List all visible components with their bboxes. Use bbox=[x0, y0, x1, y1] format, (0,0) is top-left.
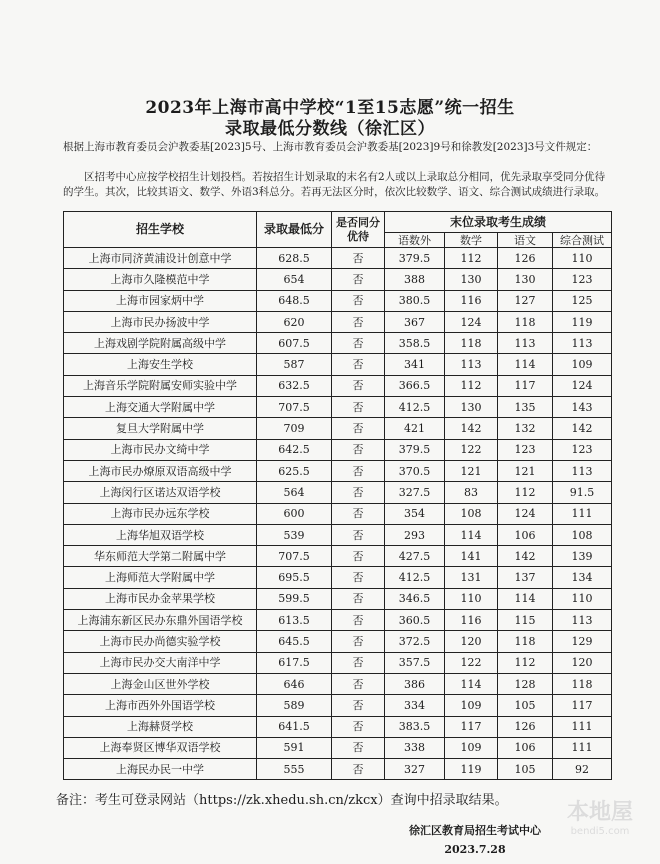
school-name: 上海市民办交大南洋中学 bbox=[64, 652, 257, 673]
score-yushuwai: 367 bbox=[385, 311, 445, 332]
priority-flag: 否 bbox=[332, 354, 385, 375]
min-score: 645.5 bbox=[257, 631, 332, 652]
min-score: 591 bbox=[257, 737, 332, 758]
score-chinese: 128 bbox=[498, 673, 553, 694]
score-chinese: 106 bbox=[498, 737, 553, 758]
school-name: 复旦大学附属中学 bbox=[64, 418, 257, 439]
priority-flag: 否 bbox=[332, 375, 385, 396]
table-row bbox=[64, 311, 612, 332]
score-math: 122 bbox=[445, 652, 498, 673]
school-name: 上海安生学校 bbox=[64, 354, 257, 375]
score-math: 114 bbox=[445, 524, 498, 545]
score-chinese: 126 bbox=[498, 248, 553, 269]
table-row bbox=[64, 439, 612, 460]
min-score: 707.5 bbox=[257, 397, 332, 418]
score-chinese: 121 bbox=[498, 460, 553, 481]
score-comprehensive: 113 bbox=[553, 333, 612, 354]
score-comprehensive: 92 bbox=[553, 759, 612, 780]
score-math: 130 bbox=[445, 397, 498, 418]
score-comprehensive: 117 bbox=[553, 695, 612, 716]
table-row bbox=[64, 397, 612, 418]
score-yushuwai: 427.5 bbox=[385, 546, 445, 567]
score-yushuwai: 370.5 bbox=[385, 460, 445, 481]
intro-paragraph-2: 区招考中心应按学校招生计划投档。若按招生计划录取的末名有2人或以上录取总分相同，优先录取享受同分优待的学生。其次，比较其语文、数学、外语3科总分。若再无法区分时，依次比较数学、语文、综合测试成绩进行录取。 bbox=[63, 171, 606, 198]
score-chinese: 135 bbox=[498, 397, 553, 418]
min-score: 589 bbox=[257, 695, 332, 716]
score-chinese: 124 bbox=[498, 503, 553, 524]
header-school: 招生学校 bbox=[64, 212, 257, 248]
min-score: 632.5 bbox=[257, 375, 332, 396]
score-comprehensive: 129 bbox=[553, 631, 612, 652]
score-comprehensive: 143 bbox=[553, 397, 612, 418]
priority-flag: 否 bbox=[332, 673, 385, 694]
score-comprehensive: 91.5 bbox=[553, 482, 612, 503]
score-yushuwai: 341 bbox=[385, 354, 445, 375]
score-yushuwai: 386 bbox=[385, 673, 445, 694]
score-math: 116 bbox=[445, 610, 498, 631]
watermark-cn: 本地屋 bbox=[566, 800, 633, 825]
priority-flag: 否 bbox=[332, 311, 385, 332]
score-chinese: 118 bbox=[498, 311, 553, 332]
issuing-organization: 徐汇区教育局招生考试中心 bbox=[409, 824, 541, 837]
table-row bbox=[64, 652, 612, 673]
score-yushuwai: 379.5 bbox=[385, 439, 445, 460]
score-chinese: 114 bbox=[498, 588, 553, 609]
priority-flag: 否 bbox=[332, 269, 385, 290]
score-comprehensive: 125 bbox=[553, 290, 612, 311]
priority-flag: 否 bbox=[332, 397, 385, 418]
score-math: 121 bbox=[445, 460, 498, 481]
score-comprehensive: 110 bbox=[553, 248, 612, 269]
score-yushuwai: 383.5 bbox=[385, 716, 445, 737]
score-math: 118 bbox=[445, 333, 498, 354]
priority-flag: 否 bbox=[332, 588, 385, 609]
score-comprehensive: 113 bbox=[553, 610, 612, 631]
score-chinese: 126 bbox=[498, 716, 553, 737]
score-comprehensive: 109 bbox=[553, 354, 612, 375]
score-yushuwai: 379.5 bbox=[385, 248, 445, 269]
school-name: 上海市同济黄浦设计创意中学 bbox=[64, 248, 257, 269]
priority-flag: 否 bbox=[332, 737, 385, 758]
score-comprehensive: 113 bbox=[553, 460, 612, 481]
score-yushuwai: 327.5 bbox=[385, 482, 445, 503]
min-score: 642.5 bbox=[257, 439, 332, 460]
score-comprehensive: 124 bbox=[553, 375, 612, 396]
score-chinese: 115 bbox=[498, 610, 553, 631]
school-name: 上海市园家炳中学 bbox=[64, 290, 257, 311]
score-math: 124 bbox=[445, 311, 498, 332]
score-comprehensive: 111 bbox=[553, 503, 612, 524]
watermark-en: bendi5.com bbox=[570, 826, 630, 837]
school-name: 上海交通大学附属中学 bbox=[64, 397, 257, 418]
score-comprehensive: 119 bbox=[553, 311, 612, 332]
site-watermark bbox=[545, 800, 655, 860]
table-row bbox=[64, 248, 612, 269]
min-score: 564 bbox=[257, 482, 332, 503]
table-row bbox=[64, 631, 612, 652]
min-score: 695.5 bbox=[257, 567, 332, 588]
min-score: 641.5 bbox=[257, 716, 332, 737]
score-math: 112 bbox=[445, 375, 498, 396]
score-yushuwai: 412.5 bbox=[385, 397, 445, 418]
score-chinese: 118 bbox=[498, 631, 553, 652]
score-math: 83 bbox=[445, 482, 498, 503]
priority-flag: 否 bbox=[332, 631, 385, 652]
school-name: 上海闵行区诺达双语学校 bbox=[64, 482, 257, 503]
min-score: 620 bbox=[257, 311, 332, 332]
table-row bbox=[64, 673, 612, 694]
score-comprehensive: 123 bbox=[553, 269, 612, 290]
school-name: 上海市民办燎原双语高级中学 bbox=[64, 460, 257, 481]
score-yushuwai: 346.5 bbox=[385, 588, 445, 609]
score-chinese: 130 bbox=[498, 269, 553, 290]
priority-flag: 否 bbox=[332, 524, 385, 545]
score-math: 110 bbox=[445, 588, 498, 609]
school-name: 上海浦东新区民办东鼎外国语学校 bbox=[64, 610, 257, 631]
score-chinese: 106 bbox=[498, 524, 553, 545]
score-math: 119 bbox=[445, 759, 498, 780]
priority-flag: 否 bbox=[332, 333, 385, 354]
score-yushuwai: 421 bbox=[385, 418, 445, 439]
school-name: 上海戏剧学院附属高级中学 bbox=[64, 333, 257, 354]
min-score: 707.5 bbox=[257, 546, 332, 567]
score-yushuwai: 354 bbox=[385, 503, 445, 524]
score-comprehensive: 134 bbox=[553, 567, 612, 588]
issue-date: 2023.7.28 bbox=[444, 843, 506, 856]
school-name: 上海市民办远东学校 bbox=[64, 503, 257, 524]
score-comprehensive: 123 bbox=[553, 439, 612, 460]
score-comprehensive: 111 bbox=[553, 737, 612, 758]
intro-paragraph-1: 根据上海市教育委员会沪教委基[2023]5号、上海市教育委员会沪教委基[2023]9号和徐教发[2023]3号文件规定： bbox=[63, 141, 598, 153]
priority-flag: 否 bbox=[332, 248, 385, 269]
header-sub-math: 数学 bbox=[445, 233, 498, 248]
min-score: 539 bbox=[257, 524, 332, 545]
score-yushuwai: 357.5 bbox=[385, 652, 445, 673]
score-chinese: 114 bbox=[498, 354, 553, 375]
min-score: 599.5 bbox=[257, 588, 332, 609]
score-yushuwai: 293 bbox=[385, 524, 445, 545]
score-yushuwai: 338 bbox=[385, 737, 445, 758]
min-score: 625.5 bbox=[257, 460, 332, 481]
table-row bbox=[64, 695, 612, 716]
score-chinese: 112 bbox=[498, 482, 553, 503]
priority-flag: 否 bbox=[332, 439, 385, 460]
table-row bbox=[64, 333, 612, 354]
school-name: 上海赫贤学校 bbox=[64, 716, 257, 737]
score-yushuwai: 380.5 bbox=[385, 290, 445, 311]
score-math: 142 bbox=[445, 418, 498, 439]
priority-flag: 否 bbox=[332, 418, 385, 439]
score-math: 141 bbox=[445, 546, 498, 567]
table-row bbox=[64, 482, 612, 503]
score-chinese: 137 bbox=[498, 567, 553, 588]
min-score: 607.5 bbox=[257, 333, 332, 354]
score-math: 108 bbox=[445, 503, 498, 524]
school-name: 上海金山区世外学校 bbox=[64, 673, 257, 694]
priority-flag: 否 bbox=[332, 652, 385, 673]
table-row bbox=[64, 524, 612, 545]
priority-flag: 否 bbox=[332, 460, 385, 481]
score-math: 122 bbox=[445, 439, 498, 460]
document-title-line1: 2023年上海市高中学校“1至15志愿”统一招生 bbox=[145, 98, 515, 118]
header-last-scores: 末位录取考生成绩 bbox=[385, 212, 612, 233]
priority-flag: 否 bbox=[332, 695, 385, 716]
school-name: 上海民办民一中学 bbox=[64, 759, 257, 780]
school-name: 上海音乐学院附属安师实验中学 bbox=[64, 375, 257, 396]
score-math: 113 bbox=[445, 354, 498, 375]
header-min-score: 录取最低分 bbox=[257, 212, 332, 248]
footnote: 备注：考生可登录网站（https://zk.xhedu.sh.cn/zkcx）查询中招录取结果。 bbox=[56, 793, 508, 808]
score-chinese: 142 bbox=[498, 546, 553, 567]
table-row bbox=[64, 588, 612, 609]
school-name: 上海市西外外国语学校 bbox=[64, 695, 257, 716]
min-score: 646 bbox=[257, 673, 332, 694]
min-score: 613.5 bbox=[257, 610, 332, 631]
table-row bbox=[64, 716, 612, 737]
school-name: 上海市民办金苹果学校 bbox=[64, 588, 257, 609]
score-math: 120 bbox=[445, 631, 498, 652]
table-row bbox=[64, 737, 612, 758]
score-math: 114 bbox=[445, 673, 498, 694]
table-row bbox=[64, 610, 612, 631]
priority-flag: 否 bbox=[332, 610, 385, 631]
school-name: 华东师范大学第二附属中学 bbox=[64, 546, 257, 567]
score-comprehensive: 118 bbox=[553, 673, 612, 694]
score-yushuwai: 388 bbox=[385, 269, 445, 290]
min-score: 648.5 bbox=[257, 290, 332, 311]
score-comprehensive: 142 bbox=[553, 418, 612, 439]
score-math: 130 bbox=[445, 269, 498, 290]
table-row bbox=[64, 460, 612, 481]
min-score: 587 bbox=[257, 354, 332, 375]
score-math: 109 bbox=[445, 737, 498, 758]
score-chinese: 117 bbox=[498, 375, 553, 396]
table-row bbox=[64, 503, 612, 524]
header-sub-chinese: 语文 bbox=[498, 233, 553, 248]
min-score: 617.5 bbox=[257, 652, 332, 673]
score-math: 116 bbox=[445, 290, 498, 311]
priority-flag: 否 bbox=[332, 503, 385, 524]
score-chinese: 113 bbox=[498, 333, 553, 354]
table-row bbox=[64, 354, 612, 375]
table-row bbox=[64, 375, 612, 396]
score-chinese: 123 bbox=[498, 439, 553, 460]
table-row bbox=[64, 759, 612, 780]
score-comprehensive: 110 bbox=[553, 588, 612, 609]
score-comprehensive: 108 bbox=[553, 524, 612, 545]
score-yushuwai: 372.5 bbox=[385, 631, 445, 652]
score-comprehensive: 111 bbox=[553, 716, 612, 737]
school-name: 上海市民办尚德实验学校 bbox=[64, 631, 257, 652]
score-math: 131 bbox=[445, 567, 498, 588]
min-score: 709 bbox=[257, 418, 332, 439]
score-math: 112 bbox=[445, 248, 498, 269]
school-name: 上海市民办扬波中学 bbox=[64, 311, 257, 332]
priority-flag: 否 bbox=[332, 482, 385, 503]
table-row bbox=[64, 290, 612, 311]
header-sub-comprehensive: 综合测试 bbox=[553, 233, 612, 248]
document-title-line2: 录取最低分数线（徐汇区） bbox=[225, 119, 435, 139]
score-comprehensive: 120 bbox=[553, 652, 612, 673]
school-name: 上海师范大学附属中学 bbox=[64, 567, 257, 588]
score-comprehensive: 139 bbox=[553, 546, 612, 567]
score-yushuwai: 327 bbox=[385, 759, 445, 780]
min-score: 628.5 bbox=[257, 248, 332, 269]
admission-score-table bbox=[63, 211, 612, 780]
score-yushuwai: 334 bbox=[385, 695, 445, 716]
min-score: 654 bbox=[257, 269, 332, 290]
table-row bbox=[64, 567, 612, 588]
score-chinese: 127 bbox=[498, 290, 553, 311]
score-chinese: 112 bbox=[498, 652, 553, 673]
table-row bbox=[64, 418, 612, 439]
table-row bbox=[64, 546, 612, 567]
score-yushuwai: 412.5 bbox=[385, 567, 445, 588]
score-chinese: 132 bbox=[498, 418, 553, 439]
min-score: 600 bbox=[257, 503, 332, 524]
score-chinese: 105 bbox=[498, 759, 553, 780]
score-yushuwai: 366.5 bbox=[385, 375, 445, 396]
table-row bbox=[64, 269, 612, 290]
score-math: 109 bbox=[445, 695, 498, 716]
score-yushuwai: 358.5 bbox=[385, 333, 445, 354]
school-name: 上海华旭双语学校 bbox=[64, 524, 257, 545]
school-name: 上海奉贤区博华双语学校 bbox=[64, 737, 257, 758]
header-priority: 是否同分优待 bbox=[332, 212, 385, 248]
score-yushuwai: 360.5 bbox=[385, 610, 445, 631]
priority-flag: 否 bbox=[332, 290, 385, 311]
header-sub-yushuwai: 语数外 bbox=[385, 233, 445, 248]
min-score: 555 bbox=[257, 759, 332, 780]
priority-flag: 否 bbox=[332, 759, 385, 780]
priority-flag: 否 bbox=[332, 716, 385, 737]
school-name: 上海市民办文绮中学 bbox=[64, 439, 257, 460]
priority-flag: 否 bbox=[332, 546, 385, 567]
score-math: 117 bbox=[445, 716, 498, 737]
school-name: 上海市久隆模范中学 bbox=[64, 269, 257, 290]
score-chinese: 105 bbox=[498, 695, 553, 716]
table-body bbox=[64, 248, 612, 780]
priority-flag: 否 bbox=[332, 567, 385, 588]
